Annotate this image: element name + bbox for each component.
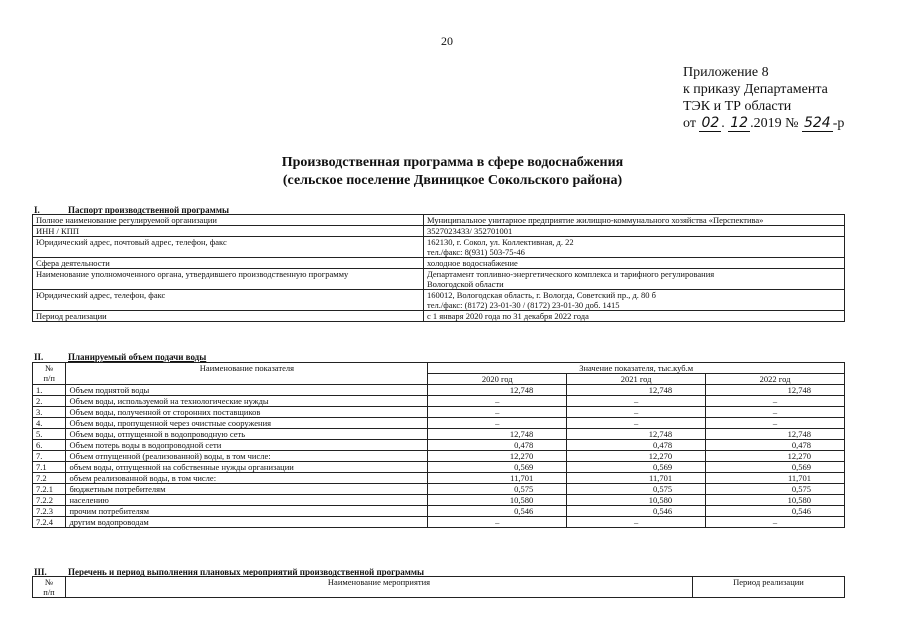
row-number: 7.2.2 <box>33 495 66 506</box>
row-value-2020 <box>428 495 567 506</box>
row-value-2022 <box>706 495 845 506</box>
passport-value-line-1: холодное водоснабжение <box>427 258 518 268</box>
row-number: 5. <box>33 429 66 440</box>
passport-value-line-2: тел./факс: 8(931) 503-75-46 <box>427 247 525 257</box>
value-text: 10,580 <box>648 495 673 505</box>
passport-value <box>424 258 845 269</box>
value-text: 12,270 <box>787 451 811 461</box>
row-number: 4. <box>33 418 66 429</box>
value-text: 12,270 <box>648 451 673 461</box>
section-2-title: Планируемый объем подачи воды <box>68 352 207 362</box>
order-sep: . <box>721 116 725 131</box>
page-number: 20 <box>441 34 453 48</box>
value-text: 0,575 <box>652 484 673 494</box>
section-2-number: II. <box>34 352 44 362</box>
measures-col-num <box>33 577 66 598</box>
row-value-2020 <box>428 451 567 462</box>
appendix-block <box>683 64 844 132</box>
row-value-2020 <box>428 484 567 495</box>
row-value-2022 <box>706 473 845 484</box>
table-row <box>33 506 845 517</box>
value-text: 12,748 <box>648 429 673 439</box>
row-value-2021 <box>567 473 706 484</box>
passport-value <box>424 215 845 226</box>
passport-value-line-1: с 1 января 2020 года по 31 декабря 2022 года <box>427 311 589 321</box>
row-value-2022 <box>706 517 845 528</box>
value-text: – <box>772 396 778 406</box>
row-value-2022 <box>706 429 845 440</box>
passport-value <box>424 290 845 311</box>
value-text: 0,478 <box>791 440 811 450</box>
water-volume-table <box>32 362 845 528</box>
value-text: 11,701 <box>649 473 673 483</box>
passport-value-line-2: тел./факс: (8172) 23-01-30 / (8172) 23-01-30 доб. 1415 <box>427 300 620 310</box>
row-name: объем воды, отпущенной на собственные нужды организации <box>66 462 428 473</box>
passport-value-line-1: Департамент топливно-энергетического комплекса и тарифного регулирования <box>427 269 715 279</box>
value-text: 0,575 <box>791 484 811 494</box>
row-name: Объем воды, пропущенной через очистные сооружения <box>66 418 428 429</box>
value-text: – <box>634 517 639 527</box>
row-number: 6. <box>33 440 66 451</box>
value-text: 11,701 <box>510 473 534 483</box>
passport-value-line-2: Вологодской области <box>427 279 504 289</box>
row-number: 7.2.3 <box>33 506 66 517</box>
value-text: – <box>772 407 778 417</box>
row-value-2021 <box>567 451 706 462</box>
row-value-2022 <box>706 407 845 418</box>
row-value-2021 <box>567 517 706 528</box>
value-text: – <box>772 418 778 428</box>
document-title <box>0 154 905 190</box>
order-year: .2019 № <box>750 116 799 131</box>
row-value-2022 <box>706 385 845 396</box>
value-text: 0,546 <box>652 506 673 516</box>
table-row <box>33 462 845 473</box>
row-value-2021 <box>567 396 706 407</box>
table-row <box>33 407 845 418</box>
table-row <box>33 396 845 407</box>
row-value-2021 <box>567 484 706 495</box>
order-prefix: от <box>683 116 696 131</box>
col-num-label: № <box>45 363 54 373</box>
value-text: 12,270 <box>509 451 534 461</box>
section-1-title: Паспорт производственной программы <box>68 205 229 215</box>
table-row <box>33 495 845 506</box>
row-value-2021 <box>567 495 706 506</box>
passport-value-line-1: 162130, г. Сокол, ул. Коллективная, д. 22 <box>427 237 574 247</box>
table-row <box>33 418 845 429</box>
row-name: населению <box>66 495 428 506</box>
passport-row <box>33 290 845 311</box>
value-text: 0,569 <box>652 462 673 472</box>
passport-value <box>424 269 845 290</box>
row-value-2020 <box>428 385 567 396</box>
value-text: – <box>495 407 500 417</box>
title-line-2: (сельское поселение Двиницкое Сокольского района) <box>282 173 623 188</box>
row-name: Объем потерь воды в водопроводной сети <box>66 440 428 451</box>
passport-label: Юридический адрес, почтовый адрес, телефон, факс <box>33 237 424 258</box>
row-value-2020 <box>428 506 567 517</box>
value-text: – <box>772 517 778 527</box>
row-value-2020 <box>428 407 567 418</box>
passport-value-line-1: 3527023433/ 352701001 <box>427 226 513 236</box>
measures-col-num-label-2: п/п <box>43 587 55 597</box>
passport-row <box>33 311 845 322</box>
passport-row <box>33 258 845 269</box>
table-row <box>33 429 845 440</box>
year-2022-header: 2022 год <box>706 374 845 385</box>
row-value-2022 <box>706 440 845 451</box>
row-number: 7.1 <box>33 462 66 473</box>
passport-value-line-1: Муниципальное унитарное предприятие жилищно-коммунального хозяйства «Перспектива» <box>427 215 764 225</box>
row-name: Объем воды, полученной от сторонних поставщиков <box>66 407 428 418</box>
section-2-heading <box>34 352 206 362</box>
order-day: 02 <box>701 115 720 131</box>
row-value-2022 <box>706 462 845 473</box>
row-value-2021 <box>567 418 706 429</box>
row-number: 7.2.4 <box>33 517 66 528</box>
table-row <box>33 451 845 462</box>
passport-label: Сфера деятельности <box>33 258 424 269</box>
value-text: 10,580 <box>787 495 811 505</box>
row-number: 1. <box>33 385 66 396</box>
passport-row <box>33 237 845 258</box>
section-1-number: I. <box>34 205 40 215</box>
passport-label: Полное наименование регулируемой организации <box>33 215 424 226</box>
measures-col-name: Наименование мероприятия <box>66 577 693 598</box>
value-text: 12,748 <box>787 385 811 395</box>
passport-label: Наименование уполномоченного органа, утвердившего производственную программу <box>33 269 424 290</box>
row-value-2022 <box>706 396 845 407</box>
value-text: 0,575 <box>514 484 534 494</box>
value-text: 12,748 <box>648 385 673 395</box>
value-text: 0,569 <box>514 462 534 472</box>
row-number: 2. <box>33 396 66 407</box>
value-text: – <box>634 418 639 428</box>
value-text: – <box>634 407 639 417</box>
row-name: объем реализованной воды, в том числе: <box>66 473 428 484</box>
row-name: Объем воды, отпущенной в водопроводную сеть <box>66 429 428 440</box>
col-name-header: Наименование показателя <box>66 363 428 385</box>
year-2021-header: 2021 год <box>567 374 706 385</box>
row-value-2022 <box>706 418 845 429</box>
row-value-2021 <box>567 407 706 418</box>
passport-value <box>424 311 845 322</box>
value-text: 0,546 <box>791 506 811 516</box>
measures-col-period: Период реализации <box>693 577 845 598</box>
order-number: 524 <box>803 115 831 131</box>
row-number: 7.2 <box>33 473 66 484</box>
title-line-1: Производственная программа в сфере водоснабжения <box>281 155 624 170</box>
row-name: Объем отпущенной (реализованной) воды, в том числе: <box>66 451 428 462</box>
section-3-number: III. <box>34 567 47 577</box>
passport-row <box>33 269 845 290</box>
col-num-header <box>33 363 66 385</box>
value-text: 0,546 <box>514 506 534 516</box>
row-value-2021 <box>567 506 706 517</box>
measures-table <box>32 576 845 598</box>
row-value-2020 <box>428 517 567 528</box>
row-value-2020 <box>428 473 567 484</box>
table-row <box>33 517 845 528</box>
row-value-2021 <box>567 462 706 473</box>
value-text: 11,701 <box>787 473 811 483</box>
order-month: 12 <box>730 115 749 131</box>
passport-row <box>33 215 845 226</box>
row-number: 7.2.1 <box>33 484 66 495</box>
passport-row <box>33 226 845 237</box>
value-text: 12,748 <box>787 429 811 439</box>
table-row <box>33 484 845 495</box>
order-line <box>683 115 844 132</box>
section-3-title: Перечень и период выполнения плановых мероприятий производственной программы <box>68 567 425 577</box>
passport-value <box>424 237 845 258</box>
col-value-header: Значение показателя, тыс.куб.м <box>428 363 845 374</box>
table-row <box>33 473 845 484</box>
appendix-line-3: ТЭК и ТР области <box>683 99 792 114</box>
row-value-2021 <box>567 429 706 440</box>
value-text: 12,748 <box>509 429 534 439</box>
year-2020-header: 2020 год <box>428 374 567 385</box>
value-text: 0,478 <box>514 440 534 450</box>
passport-value-line-1: 160012, Вологодская область, г. Вологда, Советский пр., д. 80 б <box>427 290 657 300</box>
order-suffix: -р <box>832 116 845 131</box>
value-text: – <box>634 396 639 406</box>
passport-label: Период реализации <box>33 311 424 322</box>
row-value-2022 <box>706 506 845 517</box>
row-name: Объем поднятой воды <box>66 385 428 396</box>
table-row <box>33 385 845 396</box>
value-text: 10,580 <box>509 495 534 505</box>
value-text: 12,748 <box>509 385 534 395</box>
table-row <box>33 440 845 451</box>
row-value-2022 <box>706 484 845 495</box>
row-name: прочим потребителям <box>66 506 428 517</box>
row-number: 3. <box>33 407 66 418</box>
value-text: – <box>495 396 500 406</box>
col-num-label-2: п/п <box>43 373 55 383</box>
row-value-2020 <box>428 418 567 429</box>
row-number: 7. <box>33 451 66 462</box>
value-text: – <box>495 418 500 428</box>
measures-col-num-label: № <box>44 577 54 587</box>
row-name: другим водопроводам <box>66 517 428 528</box>
passport-label: Юридический адрес, телефон, факс <box>33 290 424 311</box>
appendix-line-2: к приказу Департамента <box>683 82 828 97</box>
row-name: Объем воды, используемой на технологические нужды <box>66 396 428 407</box>
row-value-2020 <box>428 429 567 440</box>
value-text: 0,478 <box>652 440 673 450</box>
row-value-2020 <box>428 462 567 473</box>
row-value-2022 <box>706 451 845 462</box>
row-value-2020 <box>428 396 567 407</box>
passport-label: ИНН / КПП <box>33 226 424 237</box>
value-text: – <box>495 517 500 527</box>
row-value-2021 <box>567 440 706 451</box>
row-value-2020 <box>428 440 567 451</box>
row-value-2021 <box>567 385 706 396</box>
passport-value <box>424 226 845 237</box>
passport-table <box>32 214 845 322</box>
value-text: 0,569 <box>791 462 811 472</box>
row-name: бюджетным потребителям <box>66 484 428 495</box>
appendix-line-1: Приложение 8 <box>683 65 769 80</box>
